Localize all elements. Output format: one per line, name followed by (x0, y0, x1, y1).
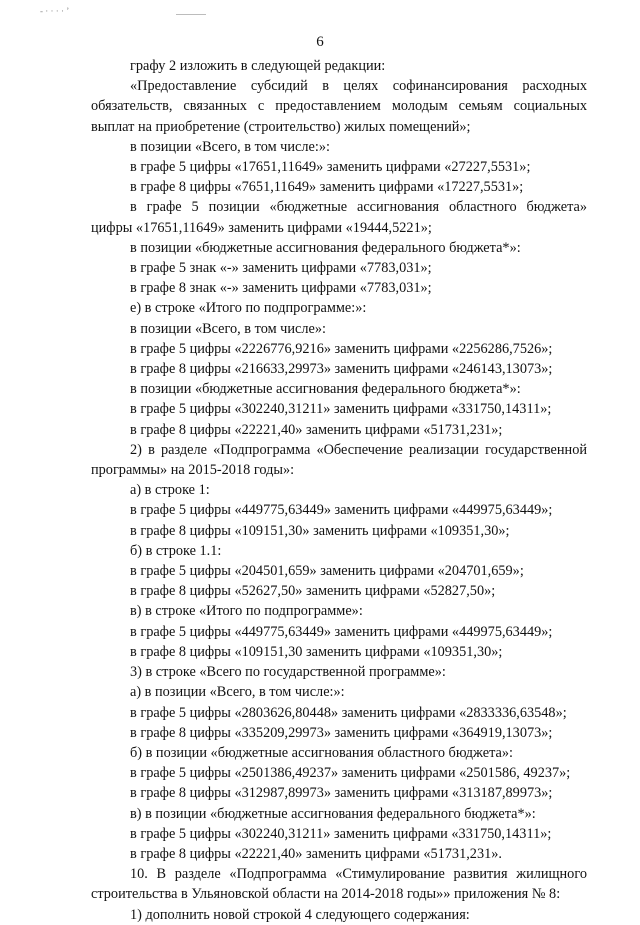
paragraph: в графе 8 цифры «335209,29973» заменить цифрами «364919,13073»; (130, 724, 553, 741)
paragraph: в графе 5 знак «-» заменить цифрами «7783,031»; (130, 260, 432, 277)
paragraph: 10. В разделе «Подпрограмма «Стимулирование развития жилищного строительства в Ульяновской области на 2014-2018 годы»» приложения № 8: (91, 866, 587, 903)
paragraph: в графе 5 цифры «2803626,80448» заменить цифрами «2833336,63548»; (130, 704, 567, 721)
paragraph: в графе 8 цифры «22221,40» заменить цифрами «51731,231»; (130, 421, 503, 438)
paragraph: а) в позиции «Всего, в том числе:»: (130, 684, 345, 701)
paragraph: в графе 8 цифры «52627,50» заменить цифрами «52827,50»; (130, 583, 496, 600)
paragraph: б) в позиции «бюджетные ассигнования областного бюджета»: (130, 744, 513, 761)
paragraph: в позиции «Всего, в том числе»: (130, 320, 326, 337)
paragraph: в графе 5 цифры «2226776,9216» заменить цифрами «2256286,7526»; (130, 340, 553, 357)
paragraph: в графе 5 цифры «204501,659» заменить цифрами «204701,659»; (130, 563, 524, 580)
paragraph: в) в позиции «бюджетные ассигнования федерального бюджета*»: (130, 805, 536, 822)
paragraph: 3) в строке «Всего по государственной программе»: (130, 664, 446, 681)
paragraph: в графе 5 цифры «449775,63449» заменить цифрами «449975,63449»; (130, 623, 553, 640)
paragraph: а) в строке 1: (130, 482, 210, 499)
paragraph: б) в строке 1.1: (130, 542, 222, 559)
page-number: 6 (316, 34, 324, 50)
paragraph: 1) дополнить новой строкой 4 следующего содержания: (130, 906, 470, 923)
paragraph: в графе 8 цифры «216633,29973» заменить цифрами «246143,13073»; (130, 361, 553, 378)
paragraph: в позиции «Всего, в том числе:»: (130, 138, 330, 155)
paragraph: в графе 5 цифры «302240,31211» заменить цифрами «331750,14311»; (130, 401, 552, 418)
paragraph: в графе 8 знак «-» заменить цифрами «7783,031»; (130, 280, 432, 297)
paragraph: графу 2 изложить в следующей редакции: (130, 58, 386, 74)
paragraph: «Предоставление субсидий в целях софинансирования расходных обязательств, связанных с предоставлением молодым семьям социальных выплат на приобретение (строительство) жилых помещений»; (91, 78, 587, 135)
paragraph: в позиции «бюджетные ассигнования федерального бюджета*»: (130, 381, 521, 398)
paragraph: 2) в разделе «Подпрограмма «Обеспечение реализации государственной программы» на 2015-2018 годы»: (91, 441, 587, 479)
paragraph: в графе 8 цифры «109151,30 заменить цифрами «109351,30»; (130, 643, 503, 660)
paragraph: в графе 5 цифры «2501386,49237» заменить цифрами «2501586, 49237»; (130, 765, 571, 782)
paragraph: в графе 5 позиции «бюджетные ассигнования областного бюджета» цифры «17651,11649» заменить цифрами «19444,5221»; (91, 199, 587, 236)
scan-noise-line (176, 14, 206, 15)
paragraph: в графе 8 цифры «22221,40» заменить цифрами «51731,231». (130, 845, 502, 862)
document-body (91, 56, 587, 925)
paragraph: в) в строке «Итого по подпрограмме»: (130, 603, 363, 620)
paragraph: в графе 8 цифры «312987,89973» заменить цифрами «313187,89973»; (130, 785, 553, 802)
paragraph: в графе 5 цифры «449775,63449» заменить цифрами «449975,63449»; (130, 502, 553, 519)
paragraph: в позиции «бюджетные ассигнования федерального бюджета*»: (130, 239, 521, 256)
paragraph: в графе 8 цифры «109151,30» заменить цифрами «109351,30»; (130, 522, 510, 539)
paragraph: е) в строке «Итого по подпрограмме:»: (130, 300, 367, 317)
paragraph: в графе 5 цифры «17651,11649» заменить цифрами «27227,5531»; (130, 159, 531, 176)
scan-mark: - · · · · ’ (40, 6, 70, 16)
paragraph: в графе 8 цифры «7651,11649» заменить цифрами «17227,5531»; (130, 179, 524, 196)
paragraph: в графе 5 цифры «302240,31211» заменить цифрами «331750,14311»; (130, 825, 552, 842)
